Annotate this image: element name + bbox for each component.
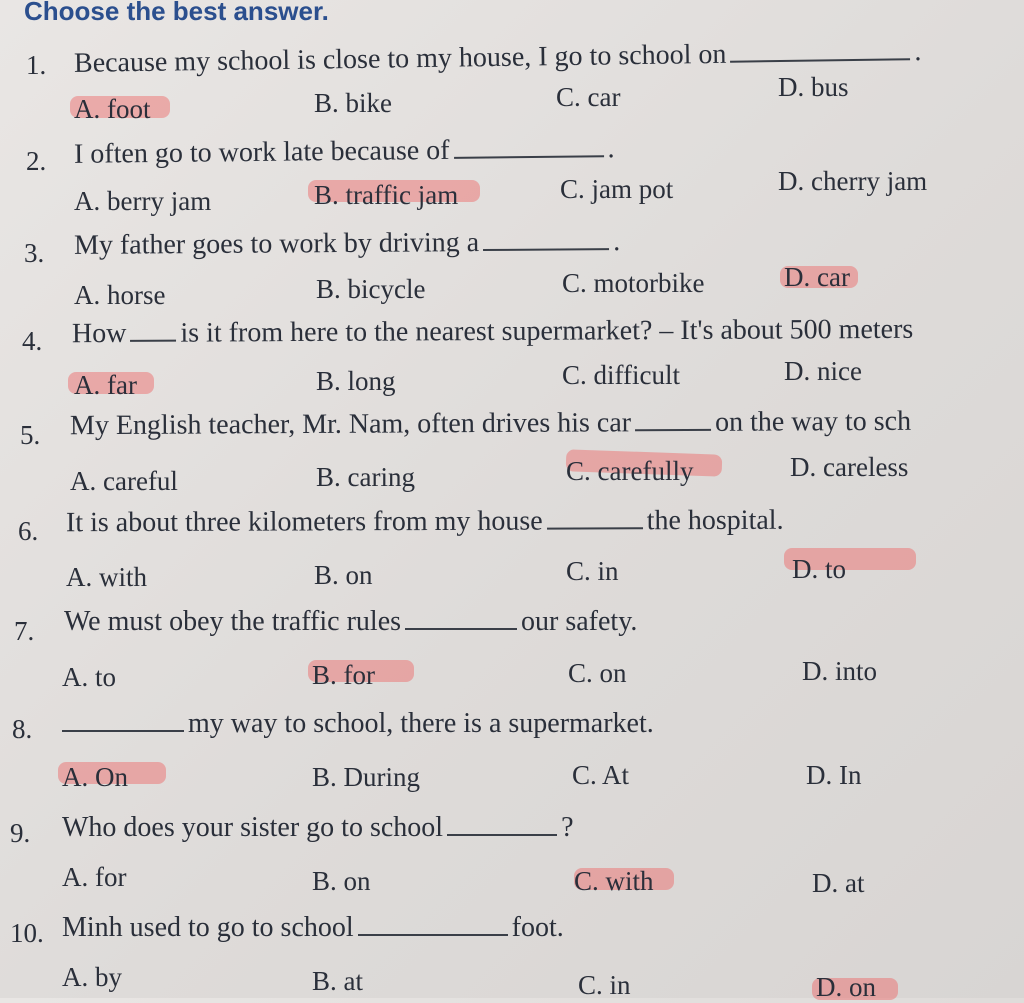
- question-stem-end: .: [607, 133, 615, 165]
- option-a: A. On: [62, 762, 128, 792]
- question-5-text: [69, 405, 912, 442]
- question-stem-end: our safety.: [521, 606, 638, 637]
- question-number: 5.: [20, 420, 41, 450]
- answer-blank: [730, 40, 910, 63]
- option-a: A. foot: [74, 94, 151, 124]
- question-number: 6.: [18, 516, 39, 546]
- question-stem: My English teacher, Mr. Nam, often drives his car: [69, 407, 632, 442]
- question-number: 8.: [12, 714, 33, 744]
- option-d: D. careless: [790, 452, 909, 482]
- option-c: C. motorbike: [562, 268, 705, 298]
- option-c: C. difficult: [562, 360, 680, 390]
- question-2-text: [74, 135, 615, 169]
- option-d: D. nice: [784, 356, 862, 386]
- option-b: B. on: [312, 866, 371, 896]
- answer-blank: [635, 411, 711, 431]
- option-a: A. far: [74, 370, 137, 400]
- option-a: A. careful: [70, 466, 178, 496]
- option-b: B. bike: [314, 88, 392, 118]
- question-stem-end: ?: [561, 812, 574, 843]
- question-stem: My father goes to work by driving a: [73, 227, 480, 261]
- question-number: 3.: [24, 238, 45, 268]
- question-number: 2.: [26, 146, 47, 176]
- option-d: D. at: [812, 868, 865, 898]
- option-c: C. At: [572, 760, 630, 790]
- question-stem-end: is it from here to the nearest supermarket? – It's about 500 meters: [180, 313, 914, 349]
- question-stem-end: on the way to sch: [714, 405, 912, 438]
- answer-blank: [453, 137, 603, 159]
- answer-blank: [447, 816, 557, 836]
- question-stem: We must obey the traffic rules: [64, 606, 402, 637]
- option-c: C. jam pot: [560, 174, 674, 204]
- question-stem-end: .: [613, 226, 621, 258]
- option-d: D. on: [816, 972, 876, 1002]
- option-b: B. traffic jam: [314, 180, 459, 210]
- option-a: A. with: [66, 562, 147, 592]
- option-b: B. bicycle: [316, 274, 426, 304]
- question-stem: Because my school is close to my house, I go to school on: [73, 38, 727, 79]
- answer-blank: [358, 916, 508, 936]
- question-stem: Who does your sister go to school: [62, 812, 444, 843]
- option-c: C. in: [566, 556, 619, 586]
- question-stem-end: .: [914, 36, 922, 68]
- option-b: B. caring: [316, 462, 415, 492]
- option-b: B. on: [314, 560, 373, 590]
- question-number: 4.: [22, 326, 43, 356]
- option-d: D. to: [792, 554, 846, 584]
- question-stem: I often go to work late because of: [73, 134, 450, 170]
- question-10-text: [62, 914, 564, 942]
- option-c: C. in: [578, 970, 631, 1000]
- option-a: A. horse: [74, 280, 166, 310]
- question-3-text: [74, 228, 620, 260]
- question-stem: Minh used to go to school: [62, 912, 354, 943]
- option-b: B. at: [312, 966, 363, 996]
- question-number: 10.: [10, 918, 44, 948]
- question-number: 9.: [10, 818, 31, 848]
- question-stem-end: the hospital.: [646, 504, 784, 537]
- answer-blank: [130, 322, 176, 342]
- option-d: D. cherry jam: [778, 166, 928, 196]
- option-a: A. to: [62, 662, 116, 692]
- option-a: A. by: [62, 962, 122, 992]
- question-number: 1.: [26, 50, 47, 80]
- question-8-text: [62, 710, 654, 738]
- option-c: C. car: [556, 82, 621, 112]
- question-4-text: [71, 313, 914, 350]
- option-c: C. carefully: [566, 456, 694, 486]
- question-9-text: [62, 814, 574, 842]
- question-stem-end: foot.: [511, 912, 564, 943]
- question-7-text: [64, 608, 637, 636]
- option-c: C. on: [568, 658, 627, 688]
- option-a: A. for: [62, 862, 127, 892]
- answer-blank: [405, 610, 517, 630]
- option-d: D. In: [806, 760, 862, 790]
- answer-blank: [483, 230, 609, 251]
- option-d: D. bus: [778, 72, 849, 102]
- worksheet-heading: Choose the best answer.: [24, 0, 329, 26]
- option-d: D. into: [802, 656, 878, 686]
- option-b: B. for: [312, 660, 375, 690]
- option-b: B. long: [316, 366, 396, 396]
- answer-blank: [547, 509, 643, 529]
- answer-blank: [62, 712, 184, 732]
- question-stem: It is about three kilometers from my house: [65, 505, 543, 539]
- option-d: D. car: [784, 262, 850, 292]
- question-stem-end: my way to school, there is a supermarket.: [188, 708, 654, 739]
- option-c: C. with: [574, 866, 654, 896]
- option-b: B. During: [312, 762, 420, 792]
- question-stem: How: [71, 317, 127, 350]
- question-number: 7.: [14, 616, 35, 646]
- question-6-text: [65, 504, 784, 539]
- option-a: A. berry jam: [74, 186, 212, 216]
